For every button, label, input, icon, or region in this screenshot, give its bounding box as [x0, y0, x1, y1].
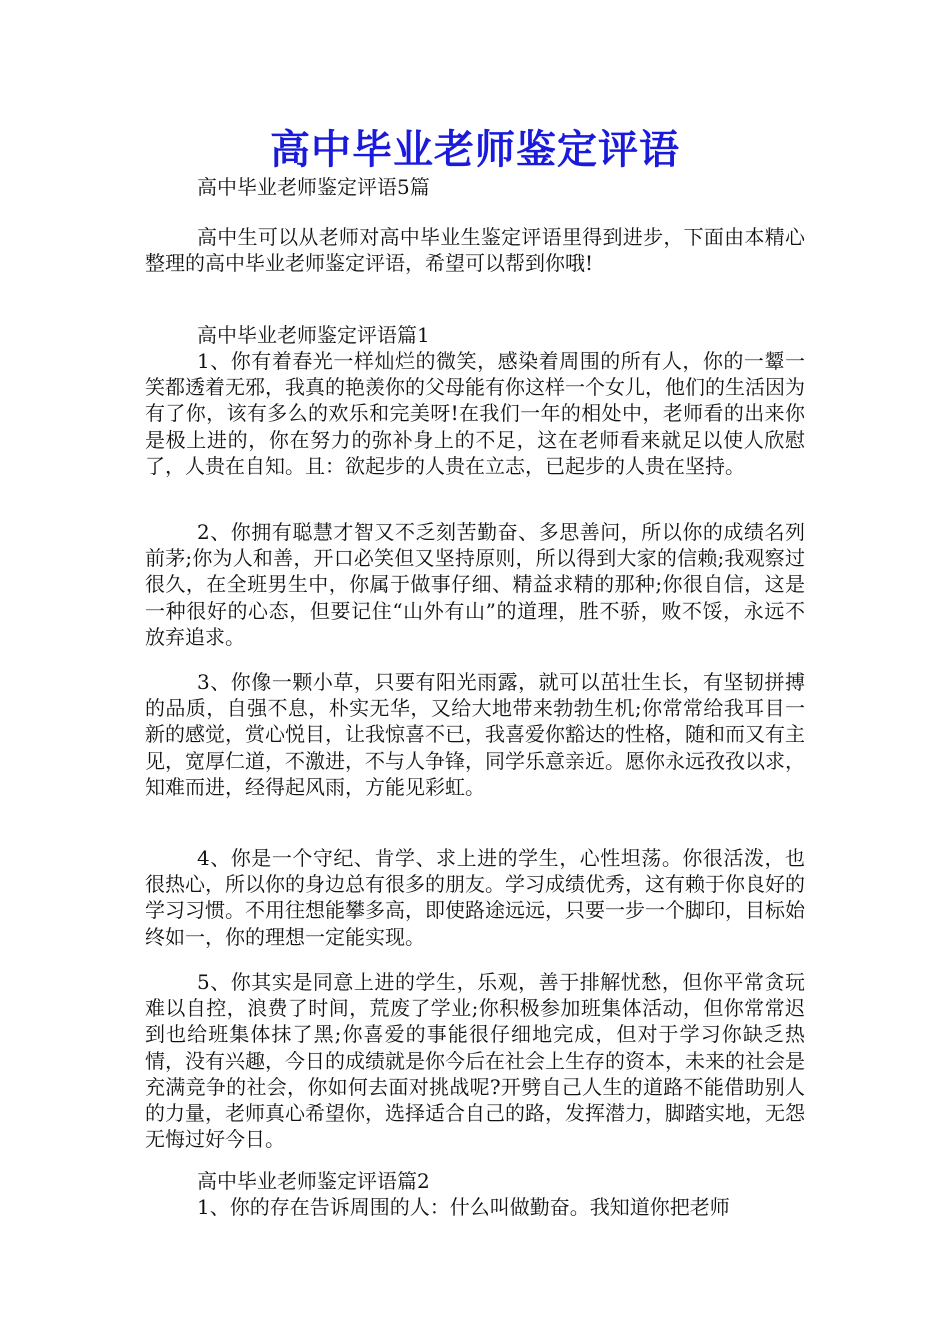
comment-paragraph: 5、你其实是同意上进的学生，乐观，善于排解忧愁，但你平常贪玩难以自控，浪费了时间，荒废了学业;你积极参加班集体活动，但你常常迟到也给班集体抹了黑;你喜爱的事能很仔细地完成，但对于学习你缺乏热情，没有兴趣，今日的成绩就是你今后在社会上生存的资本，未来的社会是充满竞争的社会，你如何去面对挑战呢?开劈自己人生的道路不能借助别人的力量，老师真心希望你，选择适合自己的路，发挥潜力，脚踏实地，无怨无悔过好今日。: [145, 970, 805, 1152]
intro-paragraph: 高中生可以从老师对高中毕业生鉴定评语里得到进步，下面由本精心整理的高中毕业老师鉴定评语，希望可以帮到你哦!: [145, 225, 805, 276]
comment-paragraph: 3、你像一颗小草，只要有阳光雨露，就可以茁壮生长，有坚韧拼搏的品质，自强不息，朴实无华，又给大地带来勃勃生机;你常常给我耳目一新的感觉，赏心悦目，让我惊喜不已，我喜爱你豁达的性格，随和而又有主见，宽厚仁道，不激进，不与人争锋，同学乐意亲近。愿你永远孜孜以求，知难而进，经得起风雨，方能见彩虹。: [145, 670, 805, 799]
section-heading-2: 高中毕业老师鉴定评语篇2: [197, 1169, 430, 1193]
document-subtitle: 高中毕业老师鉴定评语5篇: [197, 175, 430, 199]
comment-paragraph: 1、你的存在告诉周围的人：什么叫做勤奋。我知道你把老师: [197, 1195, 730, 1219]
document-title: 高中毕业老师鉴定评语: [270, 126, 680, 173]
comment-paragraph: 4、你是一个守纪、肯学、求上进的学生，心性坦荡。你很活泼，也很热心，所以你的身边总有很多的朋友。学习成绩优秀，这有赖于你良好的学习习惯。不用往想能攀多高，即使路途远远，只要一步一个脚印，目标始终如一，你的理想一定能实现。: [145, 846, 805, 949]
comment-paragraph: 1、你有着春光一样灿烂的微笑，感染着周围的所有人，你的一颦一笑都透着无邪，我真的艳羡你的父母能有你这样一个女儿，他们的生活因为有了你，该有多么的欢乐和完美呀!在我们一年的相处中，老师看的出来你是极上进的，你在努力的弥补身上的不足，这在老师看来就足以使人欣慰了，人贵在自知。且：欲起步的人贵在立志，已起步的人贵在坚持。: [145, 349, 805, 478]
comment-paragraph: 2、你拥有聪慧才智又不乏刻苦勤奋、多思善问，所以你的成绩名列前茅;你为人和善，开口必笑但又坚持原则，所以得到大家的信赖;我观察过很久，在全班男生中，你属于做事仔细、精益求精的那种;你很自信，这是一种很好的心态，但要记住“山外有山”的道理，胜不骄，败不馁，永远不放弃追求。: [145, 520, 805, 649]
section-heading-1: 高中毕业老师鉴定评语篇1: [197, 323, 430, 347]
